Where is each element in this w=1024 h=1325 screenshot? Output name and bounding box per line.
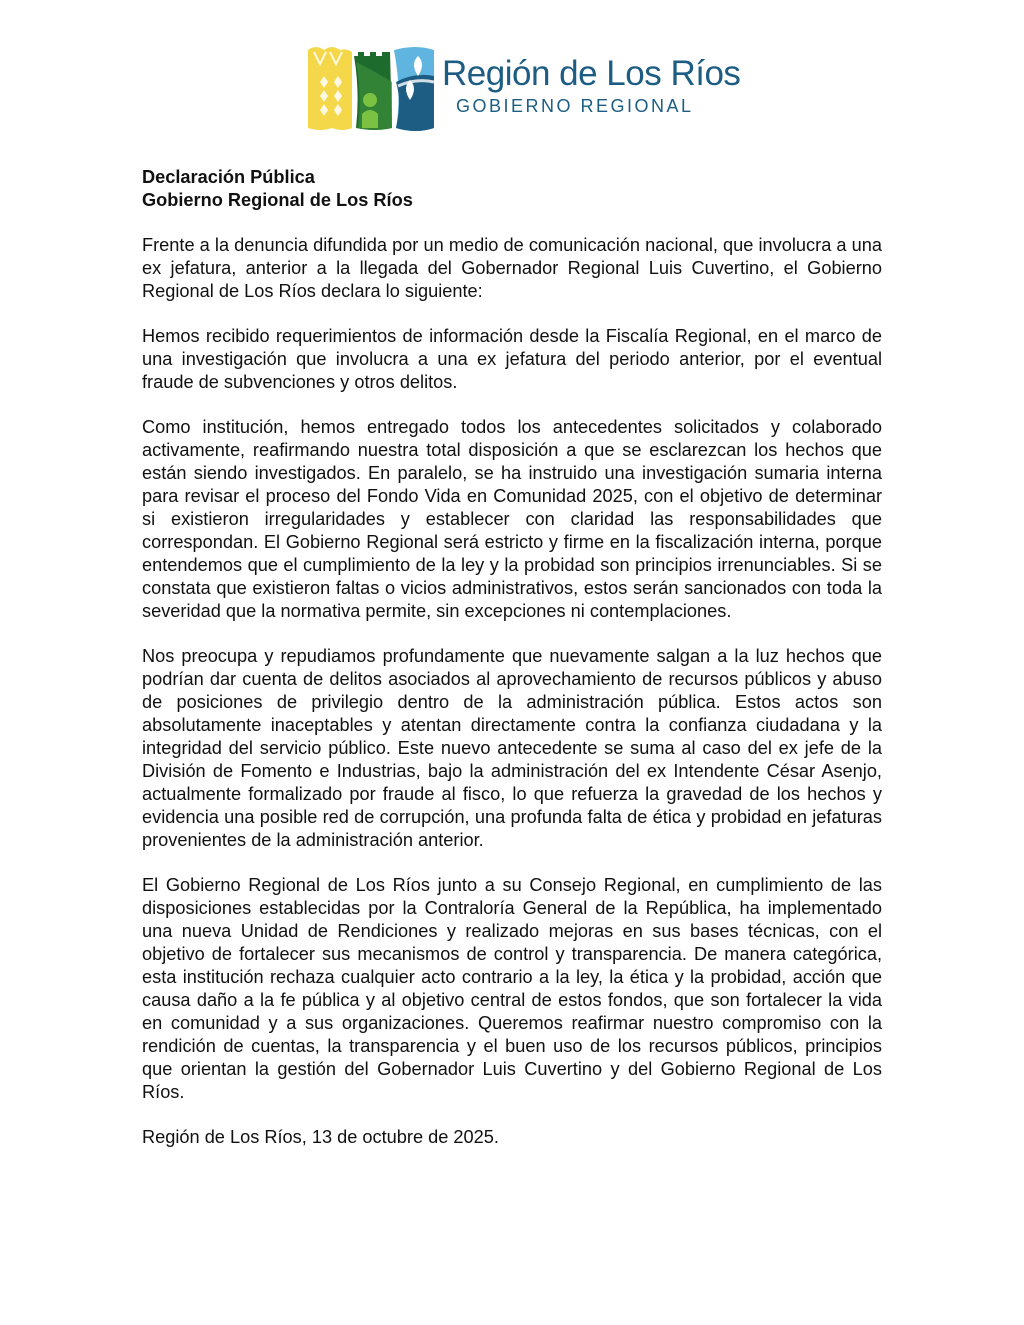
logo-subtitle: GOBIERNO REGIONAL bbox=[456, 96, 694, 116]
document-issuer: Gobierno Regional de Los Ríos bbox=[142, 190, 413, 210]
gobierno-regional-logo bbox=[306, 42, 741, 132]
paragraph-investigation: Como institución, hemos entregado todos los antecedentes solicitados y colaborado activamente, reafirmando nuestra total disposición a que se esclarezcan los hechos que están siendo investigados. En paralelo, se ha instruido una investigación sumaria interna para revisar el proceso del Fondo Vida en Comunidad 2025, con el objetivo de determinar si existieron irregularidades y establecer con claridad las responsabilidades que correspondan. El Gobierno Regional será estricto y firme en la fiscalización interna, porque entendemos que el cumplimiento de la ley y la probidad son principios irrenunciables. Si se constata que existieron faltas o vicios administrativos, estos serán sancionados con toda la severidad que la normativa permite, sin excepciones ni contemplaciones. bbox=[142, 417, 882, 621]
paragraph-repudiation: Nos preocupa y repudiamos profundamente que nuevamente salgan a la luz hechos que podrían dar cuenta de delitos asociados al aprovechamiento de recursos públicos y abuso de posiciones de privilegio dentro de la administración pública. Estos actos son absolutamente inaceptables y atentan directamente contra la confianza ciudadana y la integridad del servicio público. Este nuevo antecedente se suma al caso del ex jefe de la División de Fomento e Industrias, bajo la administración del ex Intendente César Asenjo, actualmente formalizado por fraude al fisco, lo que refuerza la gravedad de los hechos y evidencia una posible red de corrupción, una profunda falta de ética y probidad en jefaturas provenientes de la administración anterior. bbox=[142, 646, 882, 850]
document-date: Región de Los Ríos, 13 de octubre de 2025. bbox=[142, 1127, 499, 1147]
paragraph-fiscalia: Hemos recibido requerimientos de información desde la Fiscalía Regional, en el marco de una investigación que involucra a una ex jefatura del periodo anterior, por el eventual fraude de subvenciones y otros delitos. bbox=[142, 326, 882, 392]
paragraph-commitment: El Gobierno Regional de Los Ríos junto a su Consejo Regional, en cumplimiento de las disposiciones establecidas por la Contraloría General de la República, ha implementado una nueva Unidad de Rendiciones y realizado mejoras en sus bases técnicas, con el objetivo de fortalecer sus mecanismos de control y transparencia. De manera categórica, esta institución rechaza cualquier acto contrario a la ley, la ética y la probidad, acción que causa daño a la fe pública y al objetivo central de estos fondos, que son fortalecer la vida en comunidad y a sus organizaciones. Queremos reafirmar nuestro compromiso con la rendición de cuentas, la transparencia y el buen uso de los recursos públicos, principios que orientan la gestión del Gobernador Luis Cuvertino y del Gobierno Regional de Los Ríos. bbox=[142, 875, 882, 1102]
document-title: Declaración Pública bbox=[142, 167, 315, 187]
region-emblem-icon bbox=[306, 42, 436, 132]
public-declaration-document bbox=[142, 166, 882, 1149]
paragraph-intro: Frente a la denuncia difundida por un medio de comunicación nacional, que involucra a una ex jefatura, anterior a la llegada del Gobernador Regional Luis Cuvertino, el Gobierno Regional de Los Ríos declara lo siguiente: bbox=[142, 235, 882, 301]
logo-title: Región de Los Ríos bbox=[442, 54, 741, 93]
